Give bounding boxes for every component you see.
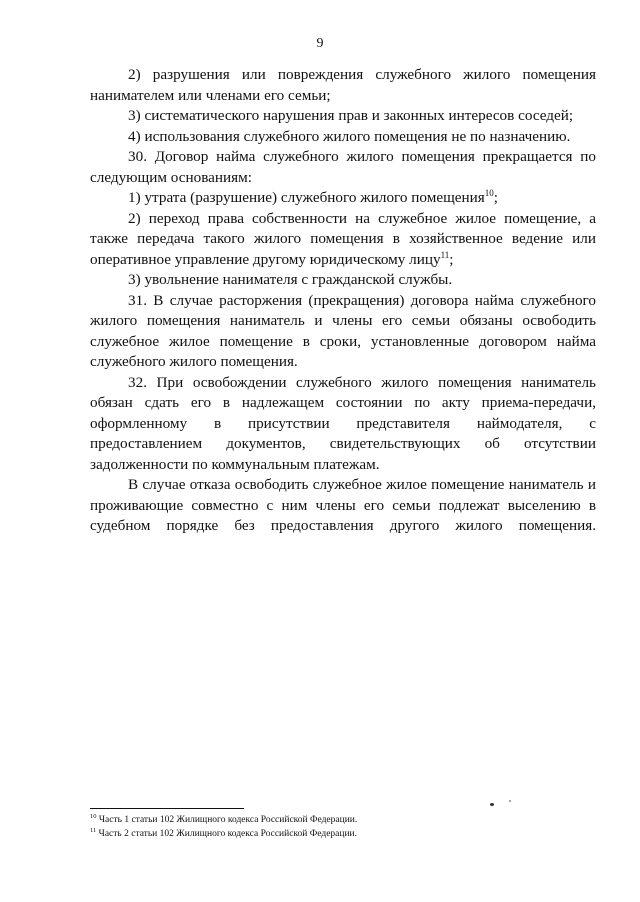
- footnote-mark: 10: [90, 812, 97, 820]
- footnote-ref-11[interactable]: 11: [440, 249, 450, 260]
- paragraph-item-4: 4) использования служебного жилого помещения не по назначению.: [128, 127, 571, 145]
- footnotes: [90, 813, 596, 841]
- paragraph-subitem-2: 2) переход права собственности на служебное жилое помещение, а также передача такого жилого помещения в хозяйственное ведение или оперативное управление другому юридическому лицу$^{11}$;: [90, 209, 596, 268]
- footnote-10: [90, 813, 596, 827]
- paragraph-section-30: 30. Договор найма служебного жилого помещения прекращается по следующим основаниям:: [90, 148, 596, 186]
- footnote-11: [90, 827, 596, 841]
- paragraph-section-32: 32. При освобождении служебного жилого помещения наниматель обязан сдать его в надлежащем состоянии по акту приема-передачи, оформленному в присутствии представителя наймодателя, с предоставлением документов, свидетельствующих об отсутствии задолженности по коммунальным платежам.: [90, 373, 596, 473]
- document-body: [90, 65, 596, 537]
- scan-speck: [509, 800, 511, 802]
- page-number: 9: [316, 36, 324, 51]
- footnote-ref-10[interactable]: 10: [484, 187, 494, 198]
- paragraph-item-3: 3) систематического нарушения прав и законных интересов соседей;: [128, 107, 574, 124]
- paragraph-subitem-1: 1) утрата (разрушение) служебного жилого помещения$^{10}$;: [128, 187, 498, 206]
- paragraph-subitem-3: 3) увольнение нанимателя с гражданской службы.: [128, 271, 453, 288]
- paragraph-section-31: 31. В случае расторжения (прекращения) договора найма служебного жилого помещения наниматель и члены его семьи обязаны освободить служебное жилое помещение в сроки, установленные договором найма служебного жилого помещения.: [90, 291, 596, 370]
- scan-speck: [490, 803, 494, 806]
- footnote-mark: 11: [90, 826, 97, 834]
- footnote-text: Часть 1 статьи 102 Жилищного кодекса Российской Федерации.: [98, 815, 358, 825]
- footnote-divider: [90, 808, 244, 809]
- paragraph-eviction: В случае отказа освободить служебное жилое помещение наниматель и проживающие совместно с ним члены его семьи подлежат выселению в судебном порядке без предоставления другого жилого помещения.: [90, 476, 596, 534]
- paragraph-item-2: 2) разрушения или повреждения служебного жилого помещения нанимателем или членами его семьи;: [90, 66, 596, 104]
- footnote-text: Часть 2 статьи 102 Жилищного кодекса Российской Федерации.: [98, 829, 358, 839]
